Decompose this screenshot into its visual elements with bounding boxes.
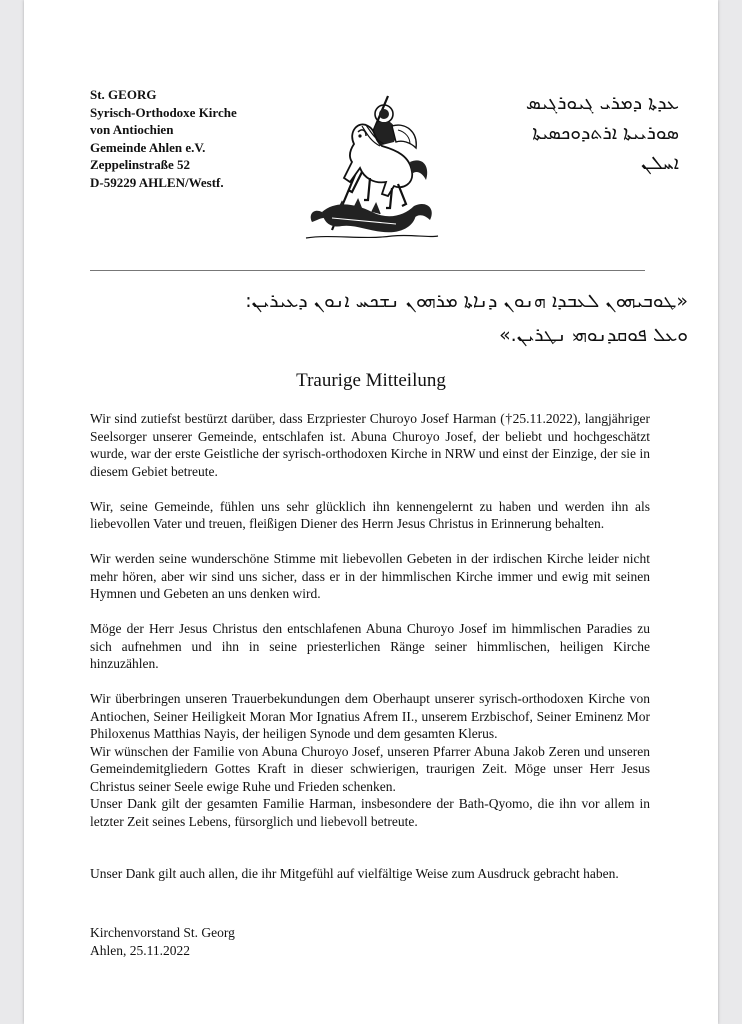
signature-block <box>90 924 235 959</box>
body-paragraph: Wir überbringen unseren Trauerbekundungen dem Oberhaupt unserer syrisch-orthodoxen Kirche von Antiochen, Seiner Heiligkeit Moran Mor Ignatius Afrem II., unserem Erzbischof, Seiner Eminenz Mor Philoxenus Matthias Nayis, der heiligen Synode und dem gesamten Klerus. <box>90 691 650 741</box>
syriac-header-line: ܐܚܠܢ <box>641 152 679 174</box>
church-address-block <box>90 86 237 192</box>
syriac-bible-quote <box>84 284 688 352</box>
body-paragraph: Wir sind zutiefst bestürzt darüber, dass Erzpriester Churoyo Josef Harman (†25.11.2022), langjähriger Seelsorger unserer Gemeinde, entschlafen ist. Abuna Churoyo Josef, der beliebt und hochgeschätzt wurde, war der erste Geistliche der syrisch-orthodoxen Kirche in NRW und einst der Einzige, der sie in diesem Gebiet betreute. <box>90 411 650 479</box>
address-line: St. GEORG <box>90 87 157 102</box>
body-paragraph: Unser Dank gilt auch allen, die ihr Mitgefühl auf vielfältige Weise zum Ausdruck gebracht haben. <box>90 866 619 881</box>
body-paragraph: Wir werden seine wunderschöne Stimme mit liebevollen Gebeten in der irdischen Kirche leider nicht mehr hören, aber wir sind uns sicher, dass er in der himmlischen Kirche immer und ewig mit seinen Hymnen und Gebeten an uns denken wird. <box>90 551 650 601</box>
address-line: D-59229 AHLEN/Westf. <box>90 174 224 190</box>
document-body <box>90 410 650 900</box>
st-george-dragon-emblem <box>302 92 442 244</box>
body-paragraph: Möge der Herr Jesus Christus den entschlafenen Abuna Churoyo Josef im himmlischen Paradies zu sich aufnehmen und ihn in seine priesterlichen Ränge seiner himmlischen, heiligen Kirche hinzuzählen. <box>90 621 650 671</box>
body-paragraph: Unser Dank gilt der gesamten Familie Harman, insbesondere der Bath-Qyomo, die ihn vor allem in letzter Zeit seines Lebens, fürsorglich und liebevoll betreute. <box>90 796 650 829</box>
header-divider <box>90 270 645 271</box>
address-line: Syrisch-Orthodoxe Kirche <box>90 104 237 120</box>
address-line: Gemeinde Ahlen e.V. <box>90 139 206 155</box>
address-line: von Antiochien <box>90 122 174 138</box>
syriac-header-line: ܣܘܪܝܝܬܐ ܐܪܬܕܘܟܣܝܬܐ <box>532 122 679 144</box>
signature-org: Kirchenvorstand St. Georg <box>90 925 235 940</box>
address-line: Zeppelinstraße 52 <box>90 157 191 173</box>
signature-place-date: Ahlen, 25.11.2022 <box>90 942 190 958</box>
body-paragraph: Wir, seine Gemeinde, fühlen uns sehr glücklich ihn kennengelernt zu haben und werden ihn als liebevollen Vater und treuen, fleißigen Diener des Herrn Jesus Christus in Erinnerung behalten. <box>90 498 650 531</box>
page-title: Traurige Mitteilung <box>296 370 446 391</box>
syriac-quote-line: «ܛܘܒܝܗܘܢ ܠܥܒܕܐ ܗܢܘܢ ܕܢܐܬܐ ܡܪܗܘܢ ܢܫܟܚ ܐܢܘܢ ܕܥܝܪܝܢ: <box>245 290 688 312</box>
body-paragraph: Wir wünschen der Familie von Abuna Churoyo Josef, unseren Pfarrer Abuna Jakob Zeren und unseren Gemeindemitgliedern Gottes Kraft in dieser schwierigen, traurigen Zeit. Möge unser Herr Jesus Christus seiner Seele ewige Ruhe und Frieden schenken. <box>90 743 650 794</box>
syriac-quote-line: ܘܥܠ ܦܘܩܕܢܘܗܝ ܢܛܪܝܢ.» <box>499 324 688 346</box>
syriac-header-line: ܥܕܬܐ ܕܡܪܝ ܓܝܘܪܓܝܣ <box>525 92 679 114</box>
document-page <box>24 0 718 1024</box>
syriac-header-text <box>439 88 679 178</box>
